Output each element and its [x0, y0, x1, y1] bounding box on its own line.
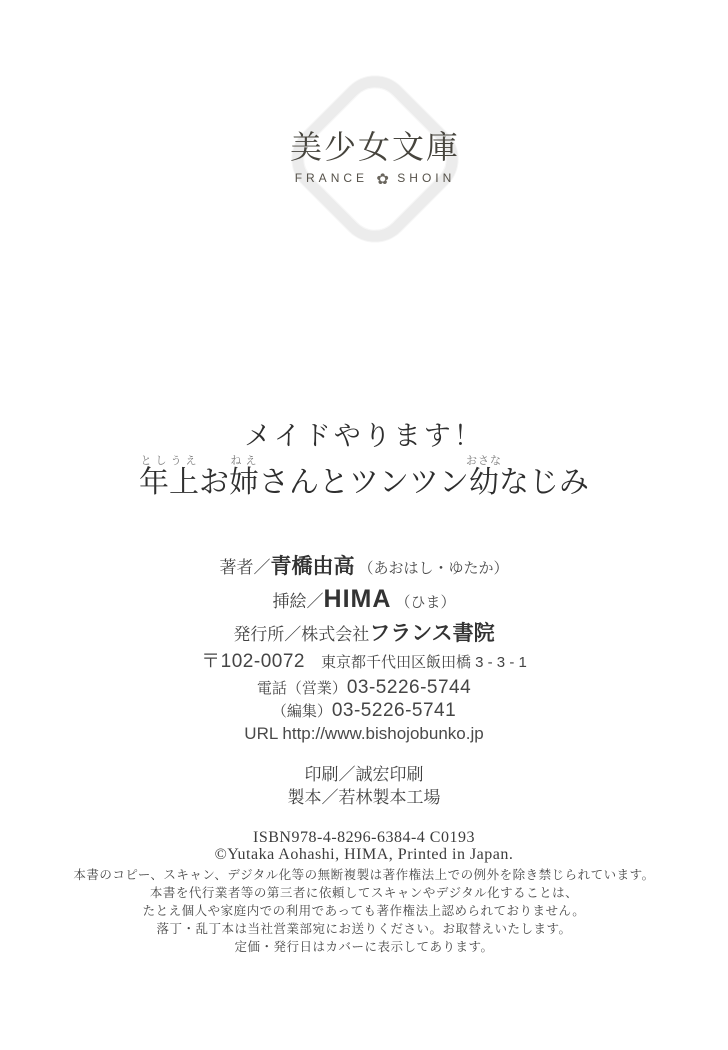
publisher-url: URL http://www.bishojobunko.jp	[244, 724, 484, 743]
logo-subtitle-right: SHOIN	[397, 171, 456, 185]
book-title: メイドやります！	[244, 421, 484, 451]
legal-line: 本書のコピー、スキャン、デジタル化等の無断複製は著作権法上での例外を除き禁じられています。	[73, 868, 655, 882]
author-reading: （あおはし・ゆたか）	[358, 560, 509, 577]
illustrator-reading: （ひま）	[395, 594, 456, 611]
printing-line: 印刷／誠宏印刷	[304, 765, 424, 784]
author-label: 著者／	[219, 558, 271, 577]
postal-code: 〒102-0072	[201, 651, 305, 672]
book-subtitle: 年上としうえお姉ねえさんとツンツン幼おさななじみ	[139, 455, 589, 499]
legal-notice	[0, 866, 728, 956]
illustrator-name: HIMA	[323, 585, 392, 613]
legal-line: 定価・発行日はカバーに表示してあります。	[234, 940, 494, 954]
illustrator-credit	[0, 584, 728, 618]
binding-line: 製本／若林製本工場	[287, 788, 441, 807]
tel-edit-line	[0, 700, 728, 723]
publisher-credit	[0, 618, 728, 651]
tel-edit-number: 03-5226-5741	[331, 700, 457, 721]
production-block	[0, 763, 728, 809]
logo-title: 美少女文庫	[289, 129, 460, 165]
legal-line: 落丁・乱丁本は当社営業部宛にお送りください。お取替えいたします。	[156, 922, 572, 936]
legal-line: たとえ個人や家庭内での利用であっても著作権法上認められておりません。	[142, 904, 586, 918]
tel-sales-line	[0, 677, 728, 700]
address-line	[0, 651, 728, 674]
logo-subtitle	[275, 170, 475, 188]
credits-block	[0, 551, 728, 651]
publisher-label: 発行所／株式会社	[233, 625, 370, 644]
publisher-name: フランス書院	[369, 622, 495, 645]
tel-sales-number: 03-5226-5744	[346, 677, 472, 698]
legal-line: 本書を代行業者等の第三者に依頼してスキャンやデジタル化することは、	[149, 886, 579, 900]
rose-ornament-icon: ✿	[376, 171, 389, 188]
publisher-logo	[275, 64, 475, 254]
author-credit	[0, 551, 728, 584]
isbn-block	[0, 829, 728, 863]
publisher-contact-block	[0, 651, 728, 745]
illustrator-label: 挿絵／	[272, 592, 324, 611]
title-block	[0, 421, 728, 501]
logo-subtitle-left: FRANCE	[294, 171, 369, 185]
tel-edit-label: （編集）	[271, 703, 332, 720]
tel-sales-label: 電話（営業）	[256, 680, 347, 697]
author-name: 青橋由高	[270, 555, 355, 578]
isbn-line: ISBN978-4-8296-6384-4 C0193	[253, 829, 475, 846]
copyright-line: ©Yutaka Aohashi, HIMA, Printed in Japan.	[214, 846, 514, 863]
street-address: 東京都千代田区飯田橋 3 - 3 - 1	[320, 654, 527, 671]
